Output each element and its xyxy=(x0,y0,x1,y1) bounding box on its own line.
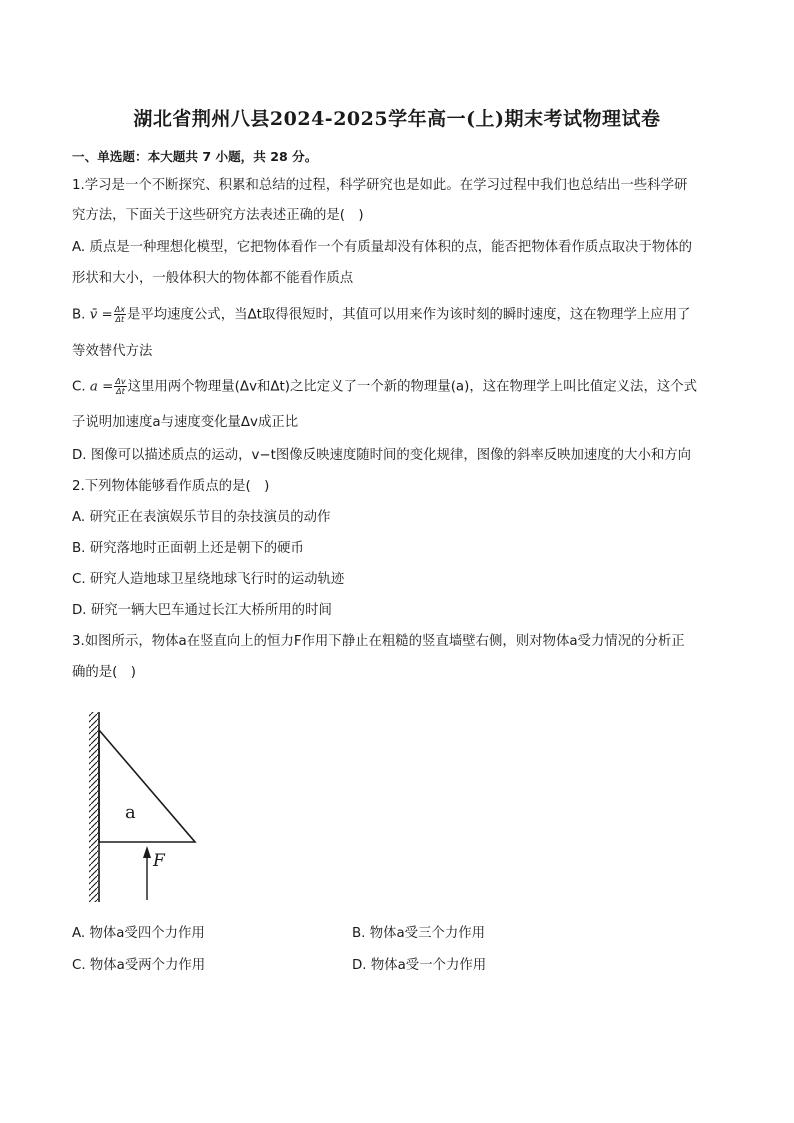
block-a-label: a xyxy=(125,802,136,823)
q2-option-a: A. 研究正在表演娱乐节目的杂技演员的动作 xyxy=(72,510,331,525)
q1-option-b-prefix: B. xyxy=(72,307,90,323)
q2-option-d: D. 研究一辆大巴车通过长江大桥所用的时间 xyxy=(72,603,332,618)
q1-stem-line2: 究方法，下面关于这些研究方法表述正确的是( ) xyxy=(72,208,364,223)
q2-option-c: C. 研究人造地球卫星绕地球飞行时的运动轨迹 xyxy=(72,572,345,587)
q1-option-d: D. 图像可以描述质点的运动，v−t图像反映速度随时间的变化规律，图像的斜率反映加速度的大小和方向 xyxy=(72,448,692,463)
exam-title: 湖北省荆州八县2024-2025学年高一(上)期末考试物理试卷 xyxy=(133,108,661,130)
q2-stem: 2.下列物体能够看作质点的是( ) xyxy=(72,479,270,494)
q1-option-c-numerator: Δv xyxy=(115,377,126,386)
q1-option-c-line1 xyxy=(72,377,732,398)
q3-option-b: B. 物体a受三个力作用 xyxy=(352,926,486,941)
q1-option-c-line2: 子说明加速度a与速度变化量Δv成正比 xyxy=(72,415,299,430)
q1-option-a-line2: 形状和大小，一般体积大的物体都不能看作质点 xyxy=(72,271,354,286)
q1-option-c-fraction xyxy=(114,377,126,396)
q1-option-b-text: 是平均速度公式，当Δt取得很短时，其值可以用来作为该时刻的瞬时速度，这在物理学上应用了 xyxy=(126,307,691,323)
force-arrow-head xyxy=(143,846,151,858)
q3-option-c: C. 物体a受两个力作用 xyxy=(72,958,206,973)
q2-option-b: B. 研究落地时正面朝上还是朝下的硬币 xyxy=(72,541,304,556)
q1-option-c-denominator: Δt xyxy=(116,387,125,396)
force-label: F xyxy=(153,851,165,871)
q1-option-c-text: 这里用两个物理量(Δv和Δt)之比定义了一个新的物理量(a)，这在物理学上叫比值定义法，这个式 xyxy=(127,379,698,395)
q1-option-c-formula-lhs: a = xyxy=(89,379,114,395)
q1-option-c-prefix: C. xyxy=(72,379,90,395)
q1-option-b-line2: 等效替代方法 xyxy=(72,344,153,359)
q1-option-b-formula-lhs: v̄ = xyxy=(89,307,113,323)
q3-stem-line2: 确的是( ) xyxy=(72,665,137,680)
section-heading: 一、单选题：本大题共 7 小题，共 28 分。 xyxy=(72,149,318,164)
q3-figure xyxy=(85,708,215,908)
q3-option-a: A. 物体a受四个力作用 xyxy=(72,926,205,941)
q1-stem-line1: 1.学习是一个不断探究、积累和总结的过程，科学研究也是如此。在学习过程中我们也总结出一些科学研 xyxy=(72,178,688,193)
q1-option-b-fraction xyxy=(114,305,126,324)
q1-option-b-numerator: Δx xyxy=(114,305,125,314)
q1-option-a-line1: A. 质点是一种理想化模型，它把物体看作一个有质量却没有体积的点，能否把物体看作质点取决于物体的 xyxy=(72,240,693,255)
q3-stem-line1: 3.如图所示，物体a在竖直向上的恒力F作用下静止在粗糙的竖直墙壁右侧，则对物体a受力情况的分析正 xyxy=(72,634,685,649)
q1-option-b-line1 xyxy=(72,305,732,326)
wall-hatching xyxy=(89,712,98,902)
block-a-triangle xyxy=(99,730,195,842)
q3-option-d: D. 物体a受一个力作用 xyxy=(352,958,487,973)
q1-option-b-denominator: Δt xyxy=(115,315,125,324)
